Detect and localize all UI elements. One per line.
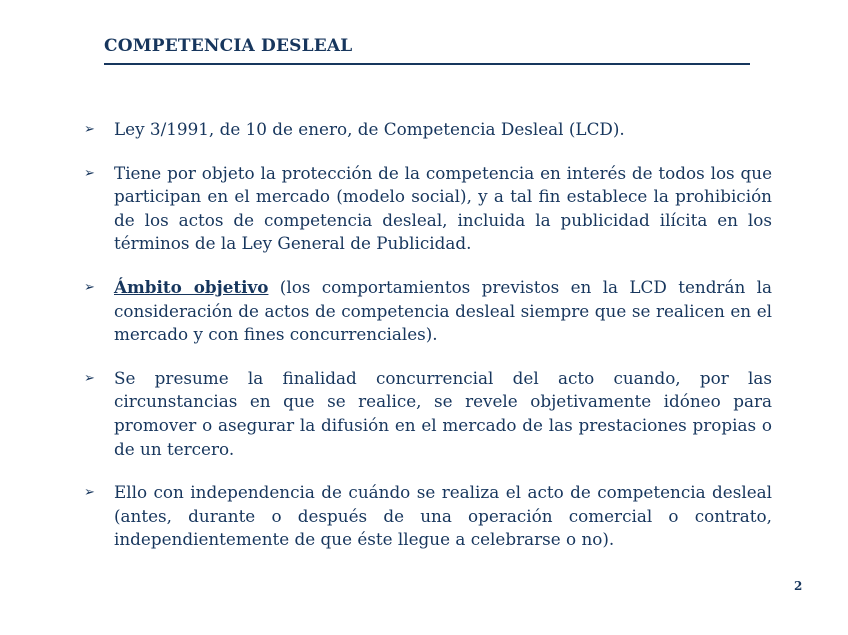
bullet-text: (los comportamientos previstos en la LCD tendrán la consideración de actos de competencia desleal siempre que se realicen en el mercado y con fines concurrenciales). (114, 276, 772, 345)
bullet-keyword: Ámbito objetivo (114, 276, 269, 297)
bullet-text: Ley 3/1991, de 10 de enero, de Competencia Desleal (LCD). (114, 119, 625, 139)
bullet-item (84, 276, 772, 347)
bullet-list (84, 118, 772, 552)
bullet-text: Ello con independencia de cuándo se realiza el acto de competencia desleal (antes, durante o después de una operación comercial o contrato, independientemente de que éste llegue a celebrarse o no). (114, 482, 772, 550)
arrow-bullet-icon: ➢ (84, 165, 95, 181)
bullet-item (84, 118, 772, 142)
bullet-text-with-keyword (114, 276, 772, 347)
bullet-item (84, 481, 772, 552)
arrow-bullet-icon: ➢ (84, 370, 95, 386)
title-underline (104, 63, 750, 65)
arrow-bullet-icon: ➢ (84, 122, 95, 137)
slide-title: COMPETENCIA DESLEAL (104, 36, 353, 56)
bullet-item (84, 367, 772, 461)
bullet-text: Tiene por objeto la protección de la competencia en interés de todos los que participan en el mercado (modelo social), y a tal fin establece la prohibición de los actos de competencia desleal, incluida la publicidad ilícita en los términos de la Ley General de Publicidad. (114, 162, 772, 254)
page-number: 2 (794, 579, 803, 593)
bullet-item (84, 162, 772, 256)
arrow-bullet-icon: ➢ (84, 279, 95, 295)
arrow-bullet-icon: ➢ (84, 485, 95, 501)
bullet-text: Se presume la finalidad concurrencial del acto cuando, por las circunstancias en que se realice, se revele objetivamente idóneo para promover o asegurar la difusión en el mercado de las prestaciones propias o de un tercero. (114, 367, 772, 459)
